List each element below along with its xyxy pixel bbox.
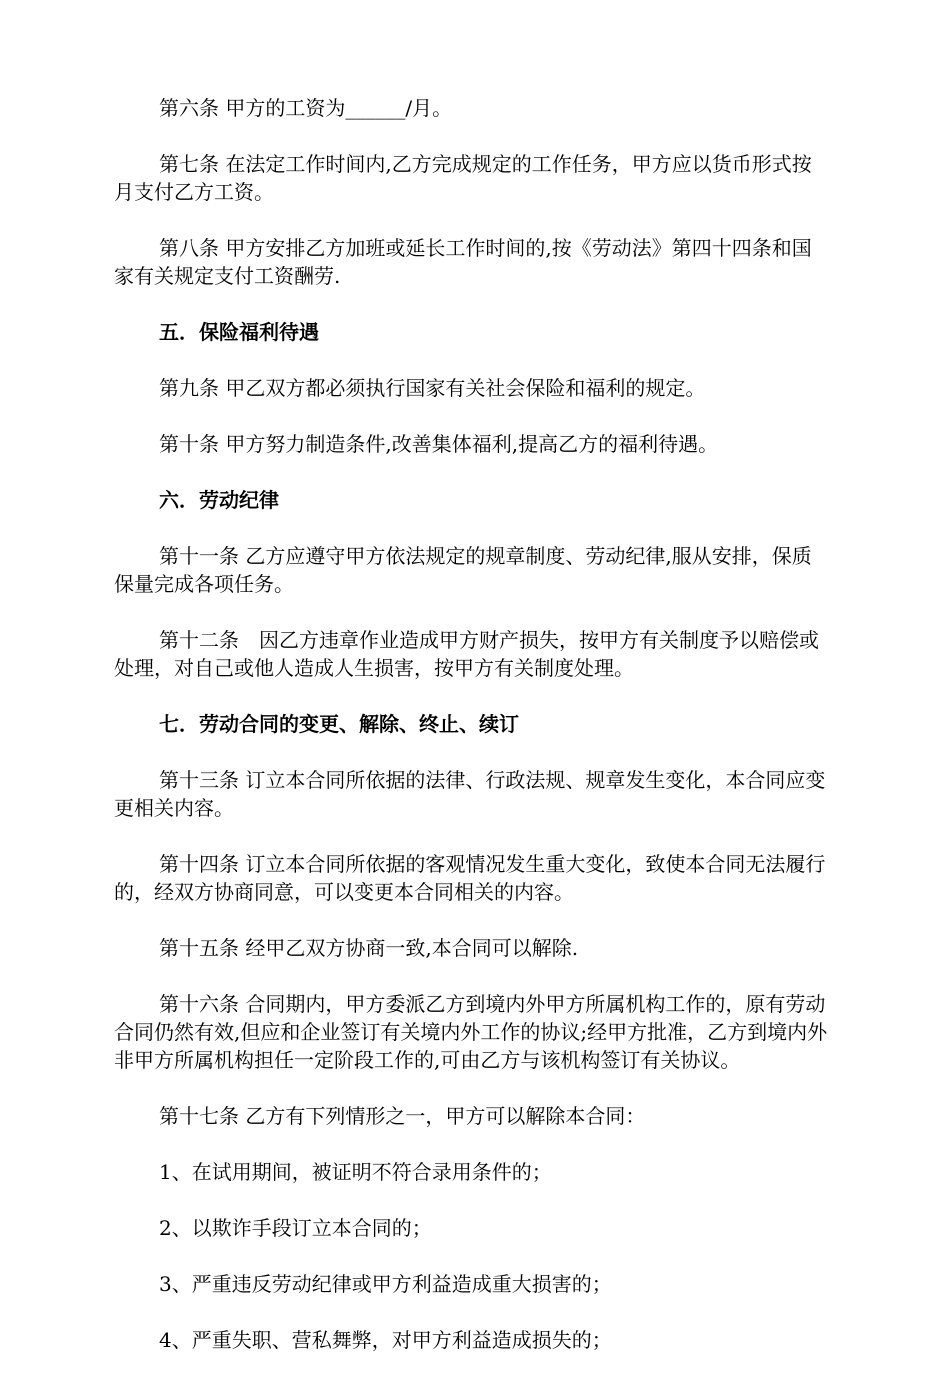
article-15: 第十五条 经甲乙双方协商一致,本合同可以解除. — [159, 936, 579, 960]
list-item-4: 4、严重失职、营私舞弊，对甲方利益造成损失的； — [159, 1328, 612, 1352]
article-11: 第十一条 乙方应遵守甲方依法规定的规章制度、劳动纪律,服从安排，保质保量完成各项任务。 — [114, 544, 812, 596]
article-16: 第十六条 合同期内，甲方委派乙方到境内外甲方所属机构工作的，原有劳动合同仍然有效,但应和企业签订有关境内外工作的协议;经甲方批准，乙方到境内外非甲方所属机构担任一定阶段工作的,可由乙方与该机构签订有关协议。 — [114, 992, 828, 1072]
article-10: 第十条 甲方努力制造条件,改善集体福利,提高乙方的福利待遇。 — [159, 432, 719, 456]
article-9: 第九条 甲乙双方都必须执行国家有关社会保险和福利的规定。 — [159, 376, 706, 400]
list-item-1: 1、在试用期间，被证明不符合录用条件的； — [159, 1160, 552, 1184]
article-6: 第六条 甲方的工资为______/月。 — [159, 96, 453, 120]
list-item-2: 2、以欺诈手段订立本合同的； — [159, 1216, 432, 1240]
article-7: 第七条 在法定工作时间内,乙方完成规定的工作任务，甲方应以货币形式按月支付乙方工资。 — [114, 152, 812, 204]
document-body — [114, 94, 830, 1382]
article-8: 第八条 甲方安排乙方加班或延长工作时间的,按《劳动法》第四十四条和国家有关规定支付工资酬劳. — [114, 236, 812, 288]
section-heading-labor-discipline: 六．劳动纪律 — [159, 488, 279, 512]
article-14: 第十四条 订立本合同所依据的客观情况发生重大变化，致使本合同无法履行的，经双方协商同意，可以变更本合同相关的内容。 — [114, 852, 826, 904]
section-heading-contract-changes: 七．劳动合同的变更、解除、终止、续订 — [159, 712, 519, 736]
article-17: 第十七条 乙方有下列情形之一，甲方可以解除本合同： — [159, 1104, 646, 1128]
section-heading-insurance-welfare: 五．保险福利待遇 — [159, 320, 319, 344]
article-12: 第十二条 因乙方违章作业造成甲方财产损失，按甲方有关制度予以赔偿或处理，对自己或他人造成人生损害，按甲方有关制度处理。 — [114, 628, 819, 680]
article-13: 第十三条 订立本合同所依据的法律、行政法规、规章发生变化，本合同应变更相关内容。 — [114, 768, 826, 820]
list-item-3: 3、严重违反劳动纪律或甲方利益造成重大损害的； — [159, 1272, 612, 1296]
